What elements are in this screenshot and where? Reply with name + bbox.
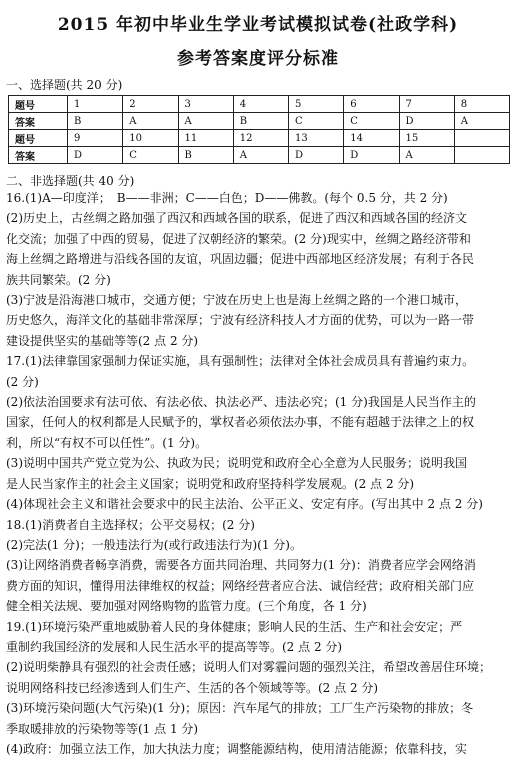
table-row bbox=[9, 96, 510, 113]
answer-line: 化交流；加强了中西的贸易，促进了汉朝经济的繁荣。(2 分)现实中，丝绸之路经济带和 bbox=[6, 231, 471, 246]
table-cell: 12 bbox=[233, 130, 288, 147]
table-cell: 6 bbox=[344, 96, 399, 113]
table-cell: 2 bbox=[123, 96, 178, 113]
answer-line: 费方面的知识，懂得用法律维权的权益；网络经营者应合法、诚信经营；政府相关部门应 bbox=[6, 578, 475, 593]
answer-line: 建设提供坚实的基础等等(2 点 2 分) bbox=[6, 333, 199, 348]
table-cell: A bbox=[233, 147, 288, 164]
table-cell: A bbox=[178, 113, 233, 130]
answer-line: 16.(1)A—印度洋； B——非洲；C——白色；D——佛教。(每个 0.5 分，共 2 分) bbox=[6, 191, 448, 205]
table-cell: 5 bbox=[289, 96, 344, 113]
answer-line: (4)政府：加强立法工作，加大执法力度；调整能源结构，使用清洁能源；依靠科技，实 bbox=[6, 741, 468, 756]
table-row bbox=[9, 130, 510, 147]
answer-line: 海上丝绸之路增进与沿线各国的友谊，巩固边疆；促进中西部地区经济发展；有利于各民 bbox=[6, 252, 475, 267]
table-row-label: 答案 bbox=[9, 147, 68, 164]
table-cell: B bbox=[233, 113, 288, 130]
table-cell: A bbox=[123, 113, 178, 130]
section-heading-nonchoice: 二、非选择题(共 40 分) bbox=[6, 174, 135, 188]
table-cell: D bbox=[344, 147, 399, 164]
table-cell: 8 bbox=[454, 96, 509, 113]
table-cell: C bbox=[289, 113, 344, 130]
table-cell: C bbox=[344, 113, 399, 130]
answer-line: (3)让网络消费者畅享消费，需要各方面共同治理、共同努力(1 分)：消费者应学会网络消 bbox=[6, 558, 476, 573]
answer-line: 族共同繁荣。(2 分) bbox=[6, 272, 111, 287]
answer-line: 18.(1)消费者自主选择权；公平交易权；(2 分) bbox=[6, 517, 255, 532]
answer-line: 利，所以“有权不可以任性”。(1 分)。 bbox=[6, 435, 208, 450]
table-cell: 15 bbox=[399, 130, 454, 147]
table-cell: 13 bbox=[289, 130, 344, 147]
document-subtitle: 参考答案度评分标准 bbox=[177, 49, 339, 69]
section-heading-choice: 一、选择题(共 20 分) bbox=[6, 78, 123, 92]
table-row-label: 题号 bbox=[9, 96, 68, 113]
answer-line: (2)依法治国要求有法可依、有法必依、执法必严、违法必究；(1 分)我国是人民当作主的 bbox=[6, 395, 476, 410]
answer-line: (2)历史上，古丝绸之路加强了西汉和西域各国的联系，促进了西汉和西域各国的经济文 bbox=[6, 211, 468, 226]
table-row-label: 题号 bbox=[9, 130, 68, 147]
answer-line: (2)说明柴静具有强烈的社会责任感；说明人们对雾霾问题的强烈关注，希望改善居住环境； bbox=[6, 660, 492, 675]
answer-line: 重制约我国经济的发展和人民生活水平的提高等等。(2 点 2 分) bbox=[6, 639, 343, 654]
table-cell: C bbox=[123, 147, 178, 164]
table-cell bbox=[454, 147, 509, 164]
answer-line: 是人民当家作主的社会主义国家；说明党和政府坚持科学发展观。(2 点 2 分) bbox=[6, 476, 415, 491]
answer-table bbox=[8, 95, 510, 164]
table-cell: 11 bbox=[178, 130, 233, 147]
table-row-label: 答案 bbox=[9, 113, 68, 130]
answer-line: (2)完法(1 分)；一般违法行为(或行政违法行为)(1 分)。 bbox=[6, 537, 302, 552]
answer-line: 健全相关法规、要加强对网络购物的监管力度。(三个角度，各 1 分) bbox=[6, 599, 367, 614]
answer-line: 说明网络科技已经渗透到人们生产、生活的各个领域等等。(2 点 2 分) bbox=[6, 680, 379, 695]
answer-line: (2 分) bbox=[6, 374, 39, 389]
table-cell: 14 bbox=[344, 130, 399, 147]
table-cell: 10 bbox=[123, 130, 178, 147]
table-row bbox=[9, 113, 510, 130]
table-cell: D bbox=[289, 147, 344, 164]
table-cell: 4 bbox=[233, 96, 288, 113]
table-cell: B bbox=[178, 147, 233, 164]
table-cell: 9 bbox=[68, 130, 123, 147]
table-cell: 1 bbox=[68, 96, 123, 113]
answer-line: (4)体现社会主义和谐社会要求中的民主法治、公平正义、安定有序。(写出其中 2 点 2 分) bbox=[6, 497, 483, 512]
table-row bbox=[9, 147, 510, 164]
table-cell: 3 bbox=[178, 96, 233, 113]
table-cell: A bbox=[399, 147, 454, 164]
table-cell: A bbox=[454, 113, 509, 130]
answer-line: (3)宁波是沿海港口城市，交通方便；宁波在历史上也是海上丝绸之路的一个港口城市， bbox=[6, 293, 468, 308]
answer-line: 季取暖排放的污染物等等(1 点 1 分) bbox=[6, 721, 199, 736]
answer-line: (3)说明中国共产党立党为公、执政为民；说明党和政府全心全意为人民服务；说明我国 bbox=[6, 456, 468, 471]
table-cell: D bbox=[68, 147, 123, 164]
table-cell: D bbox=[399, 113, 454, 130]
answer-line: 国家，任何人的权利都是人民赋予的，掌权者必须依法办事，不能有超越于法律之上的权 bbox=[6, 415, 475, 430]
answer-line: 19.(1)环境污染严重地威胁着人民的身体健康；影响人民的生活、生产和社会安定；严 bbox=[6, 619, 463, 634]
answer-body bbox=[6, 188, 510, 759]
document-title: 2015 年初中毕业生学业考试模拟试卷(社政学科) bbox=[57, 15, 459, 35]
answer-line: (3)环境污染问题(大气污染)(1 分)；原因：汽车尾气的排放；工厂生产污染物的排放；冬 bbox=[6, 701, 474, 716]
table-cell: B bbox=[68, 113, 123, 130]
table-cell: 7 bbox=[399, 96, 454, 113]
answer-line: 历史悠久，海洋文化的基础非常深厚；宁波有经济科技人才方面的优势，可以为一路一带 bbox=[6, 313, 475, 328]
answer-line: 17.(1)法律靠国家强制力保证实施，具有强制性；法律对全体社会成员具有普遍约束力。 bbox=[6, 354, 475, 369]
table-cell bbox=[454, 130, 509, 147]
